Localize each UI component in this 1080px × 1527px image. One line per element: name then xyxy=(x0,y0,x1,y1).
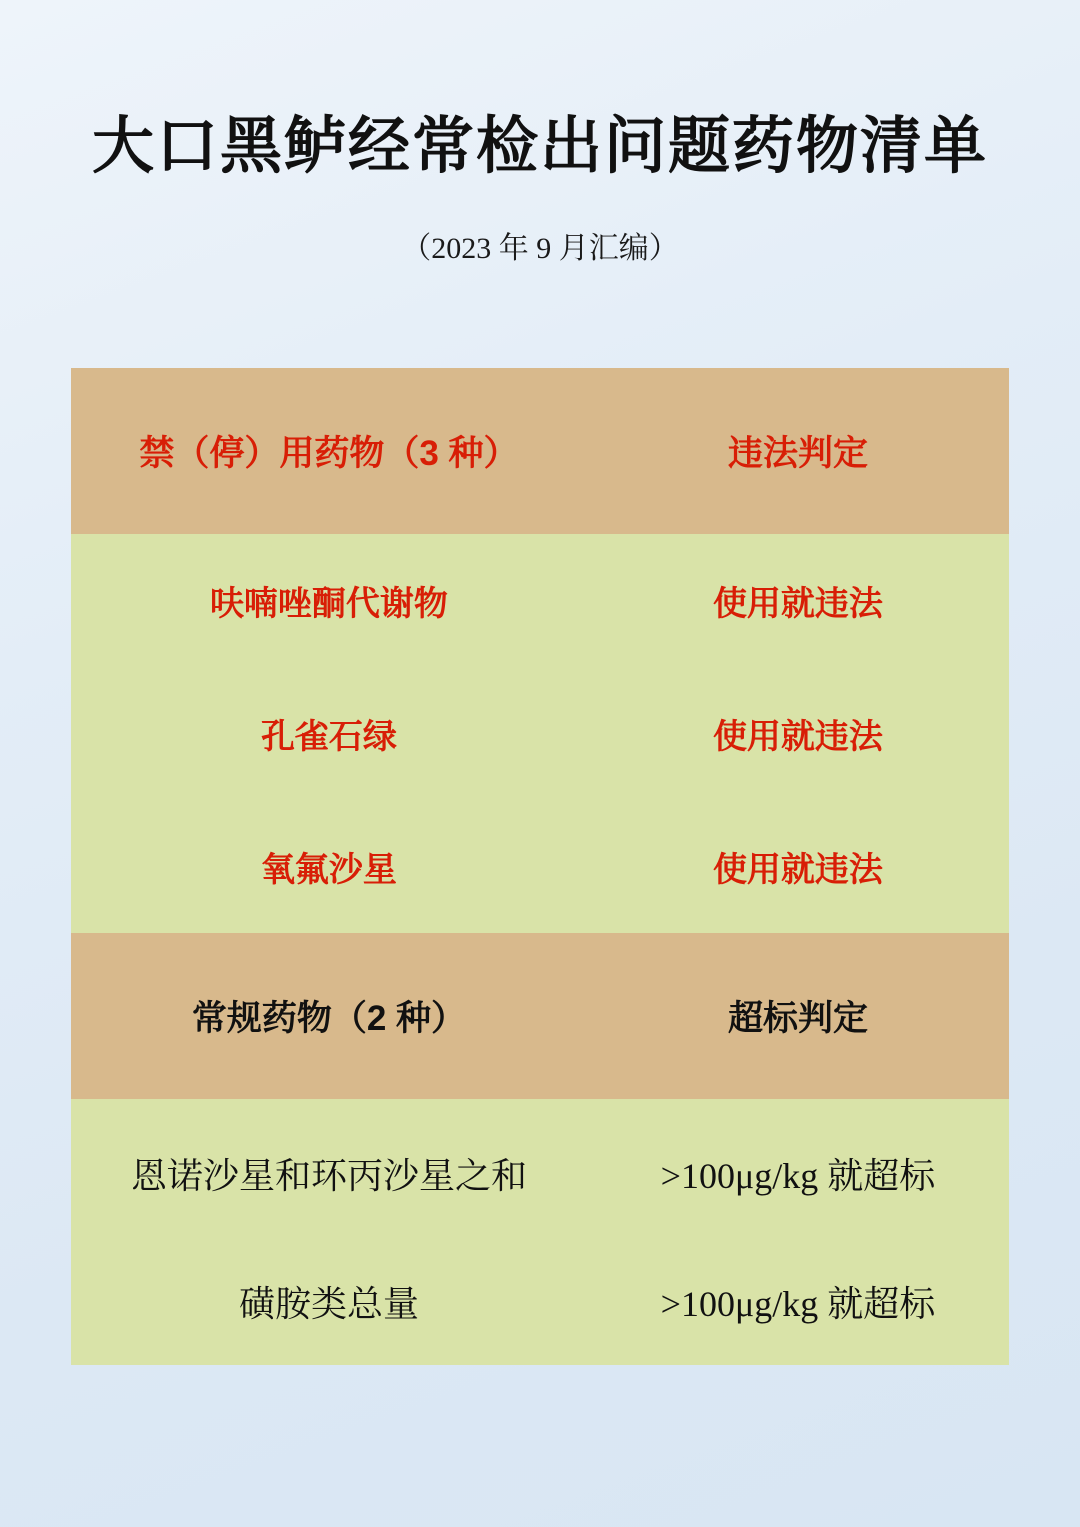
spacer-cell xyxy=(587,1099,1009,1109)
spacer-cell xyxy=(71,1099,587,1109)
drug-name-cell: 呋喃唑酮代谢物 xyxy=(71,534,587,667)
table-row xyxy=(71,1109,1009,1237)
drug-judgement-cell: >100μg/kg 就超标 xyxy=(587,1109,1009,1237)
drug-name-cell: 磺胺类总量 xyxy=(71,1237,587,1365)
drug-name-cell: 恩诺沙星和环丙沙星之和 xyxy=(71,1109,587,1237)
drug-judgement-cell: 使用就违法 xyxy=(587,534,1009,667)
table-row xyxy=(71,1237,1009,1365)
drug-judgement-cell: 使用就违法 xyxy=(587,800,1009,933)
drug-name-cell: 氧氟沙星 xyxy=(71,800,587,933)
table-section-header-banned xyxy=(71,368,1009,534)
page-subtitle: （2023 年 9 月汇编） xyxy=(401,232,679,266)
section-header-label-banned: 禁（停）用药物（3 种） xyxy=(71,368,587,534)
drug-judgement-cell: >100μg/kg 就超标 xyxy=(587,1237,1009,1365)
table-spacer xyxy=(71,1099,1009,1109)
table-row xyxy=(71,667,1009,800)
section-header-judgement-regular: 超标判定 xyxy=(587,933,1009,1099)
section-header-judgement-banned: 违法判定 xyxy=(587,368,1009,534)
drug-list-table xyxy=(71,368,1009,1365)
page-title: 大口黑鲈经常检出问题药物清单 xyxy=(91,113,988,181)
section-header-label-regular: 常规药物（2 种） xyxy=(71,933,587,1099)
table-row xyxy=(71,534,1009,667)
table-section-header-regular xyxy=(71,933,1009,1099)
table-row xyxy=(71,800,1009,933)
drug-judgement-cell: 使用就违法 xyxy=(587,667,1009,800)
drug-name-cell: 孔雀石绿 xyxy=(71,667,587,800)
